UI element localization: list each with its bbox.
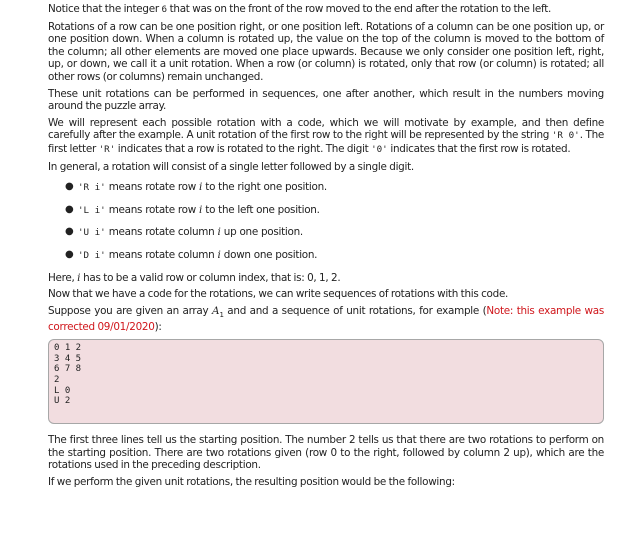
paragraph-sequences: These unit rotations can be performed in sequences, one after another, which result in the numbers moving around the puzzle array. [48,87,604,113]
code-block [48,339,604,424]
list-item: ● 'L i' means rotate row i to the left one position. [65,203,320,216]
list-item: ● 'D i' means rotate column i down one position. [65,248,318,261]
list-item: ● 'R i' means rotate row i to the right one position. [65,181,327,194]
paragraph-result-intro: If we perform the given unit rotations, the resulting position would be the following: [48,475,455,488]
bullet-icon: ● [65,248,74,260]
code-line: L 0 [54,385,71,396]
paragraph-notice: Notice that the integer 6 that was on the front of the row moved to the end after the rotation to the left. [48,3,552,15]
rotation-code-list [48,181,604,262]
correction-note: Note: this example was corrected 09/01/2020 [48,304,604,334]
paragraph-code-definition: We will represent each possible rotation with a code, which we will motivate by example, and then define carefully after the example. A unit rotation of the first row to the right will be represented by the string 'R 0'. The first letter 'R' indicates that a row is rotated to the right. The digit '0' indicates that the first row is rotated. [48,116,604,155]
inline-code-r0: 'R 0' [551,130,580,142]
code-line: 6 7 8 [54,364,82,375]
code-line: U 2 [54,396,71,407]
code-line: 3 4 5 [54,353,82,364]
bullet-icon: ● [65,203,74,215]
inline-code-r: 'R' [98,143,116,155]
paragraph-index: Here, i has to be a valid row or column index, that is: 0, 1, 2. [48,271,341,284]
paragraph-sequences-code: Now that we have a code for the rotations, we can write sequences of rotations with this code. [48,288,509,301]
bullet-icon: ● [65,226,74,238]
paragraph-rotations: Rotations of a row can be one position right, or one position left. Rotations of a column can be one position up, or one position down. When a column is rotated up, the value on the top of the column is moved to the bottom of the column; all other elements are moved one place upwards. Because we only consider one position left, right, up, or down, we call it a unit rotation. When a row (or column) is rotated, only that row (or column) is rotated; all other rows (or columns) remain unchanged. [48,20,604,83]
inline-code-zero: '0' [371,143,388,155]
bullet-icon: ● [65,181,74,193]
paragraph-example-intro: Suppose you are given an array $A_1$ and and a sequence of unit rotations, for example (Note: this example was corrected 09/01/2020): [48,304,604,334]
paragraph-general: In general, a rotation will consist of a single letter followed by a single digit. [48,160,414,173]
document-body [48,3,604,492]
code-line: 0 1 2 [54,342,82,353]
paragraph-explanation: The first three lines tell us the starting position. The number 2 tells us that there are two rotations to perform on the starting position. There are two rotations given (row 0 to the right, followed by column 2 up), which are the rotations used in the preceding description. [48,433,604,472]
list-item: ● 'U i' means rotate column i up one position. [65,226,303,239]
code-line: 2 [54,375,60,386]
inline-code-six: 6 [161,4,167,15]
